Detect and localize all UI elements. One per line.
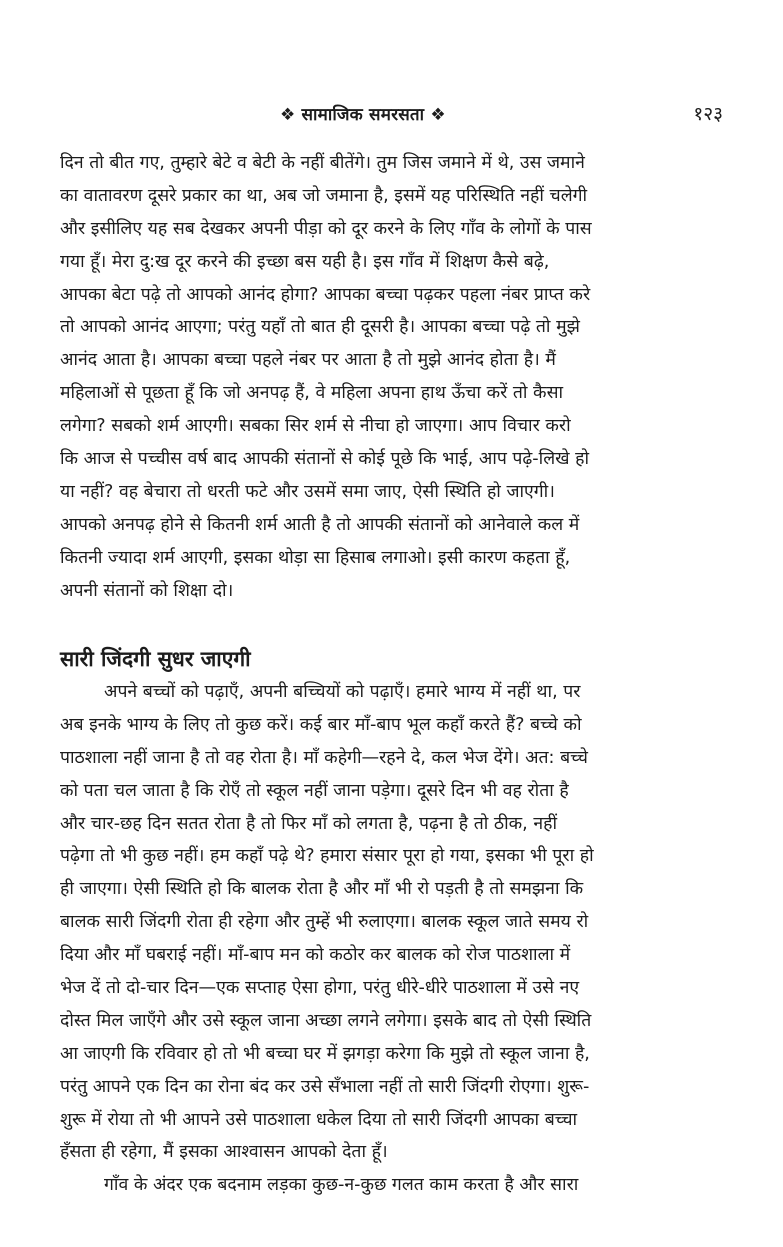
text-line: अब इनके भाग्य के लिए तो कुछ करें। कई बार माँ-बाप भूल कहाँ करते हैं? बच्चे को — [60, 714, 582, 735]
text-line: ही जाएगा। ऐसी स्थिति हो कि बालक रोता है और माँ भी रो पड़ती है तो समझना कि — [60, 879, 584, 900]
text-line: आपको अनपढ़ होने से कितनी शर्म आती है तो आपकी संतानों को आनेवाले कल में — [60, 514, 580, 535]
text-line: और चार-छह दिन सतत रोता है तो फिर माँ को लगता है, पढ़ना है तो ठीक, नहीं — [60, 813, 558, 834]
text-line: कितनी ज्यादा शर्म आएगी, इसका थोड़ा सा हिसाब लगाओ। इसी कारण कहता हूँ, — [60, 547, 571, 568]
text-line: और इसीलिए यह सब देखकर अपनी पीड़ा को दूर करने के लिए गाँव के लोगों के पास — [60, 218, 592, 239]
text-line: हँसता ही रहेगा, मैं इसका आश्वासन आपको देता हूँ। — [60, 1142, 388, 1163]
text-line: अपनी संतानों को शिक्षा दो। — [60, 580, 234, 601]
page-number: १२३ — [693, 103, 723, 125]
text-line: पढ़ेगा तो भी कुछ नहीं। हम कहाँ पढ़े थे? हमारा संसार पूरा हो गया, इसका भी पूरा हो — [60, 846, 594, 867]
text-line: दिन तो बीत गए, तुम्हारे बेटे व बेटी के नहीं बीतेंगे। तुम जिस जमाने में थे, उस जमाने — [60, 153, 585, 173]
text-line: पाठशाला नहीं जाना है तो वह रोता है। माँ कहेगी—रहने दे, कल भेज देंगे। अत: बच्चे — [60, 747, 588, 768]
running-title: ❖ सामाजिक समरसता ❖ — [280, 105, 446, 125]
section-body — [60, 676, 726, 1202]
text-line: गया हूँ। मेरा दु:ख दूर करने की इच्छा बस यही है। इस गाँव में शिक्षण कैसे बढ़े, — [60, 251, 550, 272]
text-line: भेज दें तो दो-चार दिन—एक सप्ताह ऐसा होगा, परंतु धीरे-धीरे पाठशाला में उसे नए — [60, 978, 580, 999]
intro-paragraph — [60, 147, 726, 607]
text-line: को पता चल जाता है कि रोएँ तो स्कूल नहीं जाना पड़ेगा। दूसरे दिन भी वह रोता है — [60, 780, 569, 801]
text-line: या नहीं? वह बेचारा तो धरती फटे और उसमें समा जाए, ऐसी स्थिति हो जाएगी। — [60, 481, 555, 502]
text-line: अपने बच्चों को पढ़ाएँ, अपनी बच्चियों को पढ़ाएँ। हमारे भाग्य में नहीं था, पर — [104, 682, 581, 702]
text-line: दिया और माँ घबराई नहीं। माँ-बाप मन को कठोर कर बालक को रोज पाठशाला में — [60, 945, 571, 966]
text-line: लगेगा? सबको शर्म आएगी। सबका सिर शर्म से नीचा हो जाएगा। आप विचार करो — [60, 416, 571, 437]
text-line: बालक सारी जिंदगी रोता ही रहेगा और तुम्हें भी रुलाएगा। बालक स्कूल जाते समय रो — [60, 912, 589, 933]
text-line: कि आज से पच्चीस वर्ष बाद आपकी संतानों से कोई पूछे कि भाई, आप पढ़े-लिखे हो — [60, 449, 590, 470]
text-line: आपका बेटा पढ़े तो आपको आनंद होगा? आपका बच्चा पढ़कर पहला नंबर प्राप्त करे — [60, 284, 591, 305]
text-line: शुरू में रोया तो भी आपने उसे पाठशाला धकेल दिया तो सारी जिंदगी आपका बच्चा — [60, 1109, 578, 1130]
text-line: परंतु आपने एक दिन का रोना बंद कर उसे सँभाला नहीं तो सारी जिंदगी रोएगा। शुरू- — [60, 1076, 590, 1097]
text-line: का वातावरण दूसरे प्रकार का था, अब जो जमाना है, इसमें यह परिस्थिति नहीं चलेगी — [60, 185, 588, 206]
text-line: आ जाएगी कि रविवार हो तो भी बच्चा घर में झगड़ा करेगा कि मुझे तो स्कूल जाना है, — [60, 1043, 590, 1064]
text-line: आनंद आता है। आपका बच्चा पहले नंबर पर आता है तो मुझे आनंद होता है। मैं — [60, 350, 556, 371]
running-header — [0, 100, 783, 130]
section-heading: सारी जिंदगी सुधर जाएगी — [60, 647, 251, 671]
text-line: गाँव के अंदर एक बदनाम लड़का कुछ-न-कुछ गलत काम करता है और सारा — [104, 1175, 579, 1196]
text-line: दोस्त मिल जाएँगे और उसे स्कूल जाना अच्छा लगने लगेगा। इसके बाद तो ऐसी स्थिति — [60, 1010, 592, 1031]
text-line: महिलाओं से पूछता हूँ कि जो अनपढ़ हैं, वे महिला अपना हाथ ऊँचा करें तो कैसा — [60, 383, 564, 404]
text-line: तो आपको आनंद आएगा; परंतु यहाँ तो बात ही दूसरी है। आपका बच्चा पढ़े तो मुझे — [60, 317, 580, 338]
